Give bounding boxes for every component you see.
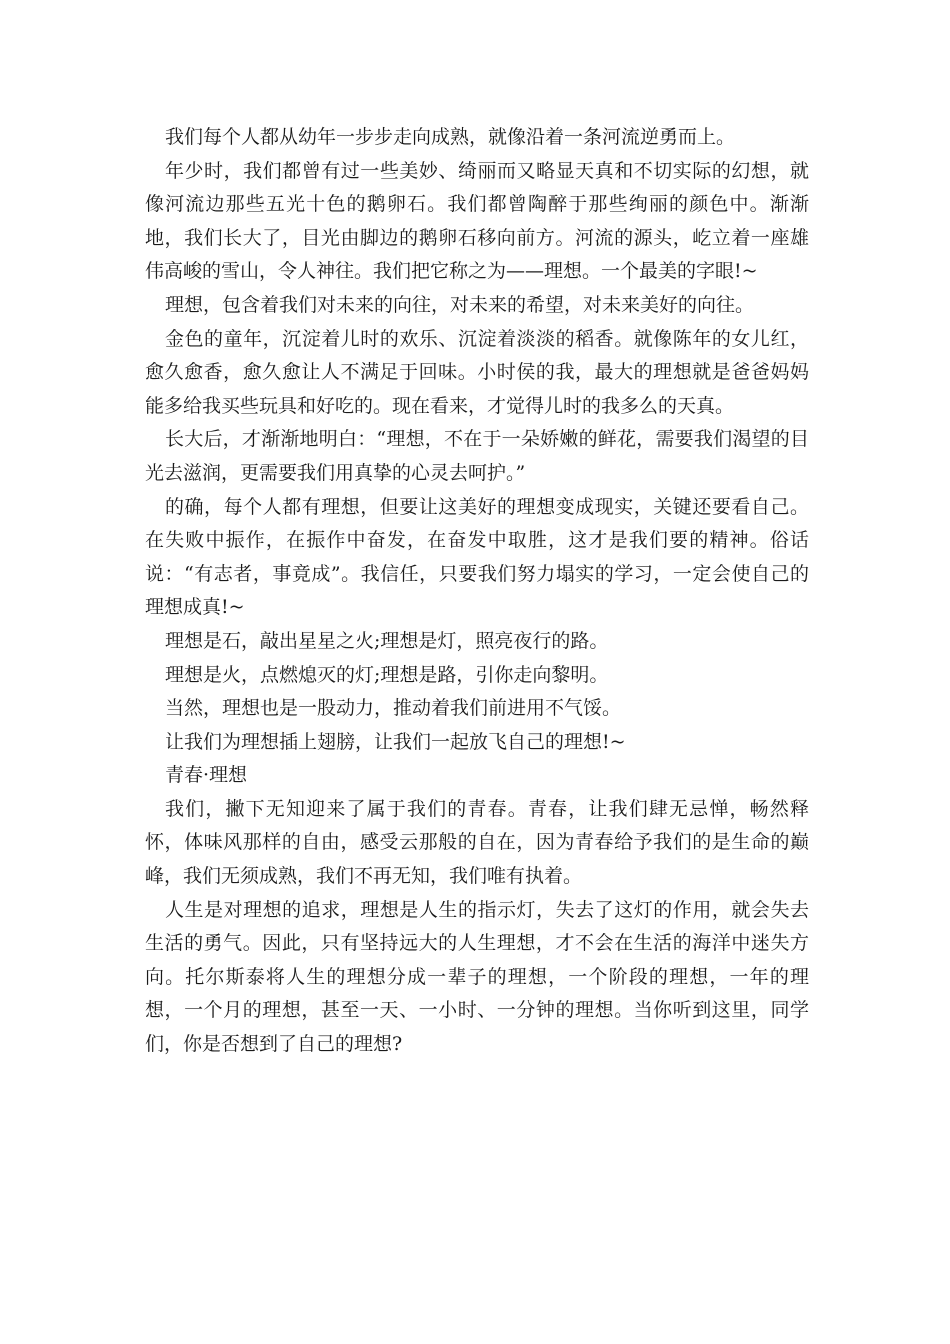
paragraph: 人生是对理想的追求，理想是人生的指示灯，失去了这灯的作用，就会失去生活的勇气。因此，只有坚持远大的人生理想，才不会在生活的海洋中迷失方向。托尔斯泰将人生的理想分成一辈子的理想，一个阶段的理想，一年的理想，一个月的理想，甚至一天、一小时、一分钟的理想。当你听到这里，同学们，你是否想到了自己的理想? [145,898,809,1056]
paragraph: 理想是火，点燃熄灭的灯;理想是路，引你走向黎明。 [165,663,609,686]
document-body [145,121,809,1062]
paragraph: 理想是石，敲出星星之火;理想是灯，照亮夜行的路。 [165,629,609,652]
paragraph: 长大后，才渐渐地明白：“理想，不在于一朵娇嫩的鲜花，需要我们渴望的目光去滋润，更需要我们用真挚的心灵去呵护。” [145,428,809,484]
section-heading: 青春·理想 [165,764,248,787]
paragraph: 金色的童年，沉淀着儿时的欢乐、沉淀着淡淡的稻香。就像陈年的女儿红，愈久愈香，愈久愈让人不满足于回味。小时侯的我，最大的理想就是爸爸妈妈能多给我买些玩具和好吃的。现在看来，才觉得儿时的我多么的天真。 [145,327,809,417]
paragraph: 我们每个人都从幼年一步步走向成熟，就像沿着一条河流逆勇而上。 [165,126,736,148]
paragraph: 我们，撇下无知迎来了属于我们的青春。青春，让我们肆无忌惮，畅然释怀，体味风那样的自由，感受云那般的自在，因为青春给予我们的是生命的巅峰，我们无须成熟，我们不再无知，我们唯有执着。 [145,797,809,888]
paragraph: 年少时，我们都曾有过一些美妙、绮丽而又略显天真和不切实际的幻想，就像河流边那些五光十色的鹅卵石。我们都曾陶醉于那些绚丽的颜色中。渐渐地，我们长大了，目光由脚边的鹅卵石移向前方。河流的源头，屹立着一座雄伟高峻的雪山，令人神往。我们把它称之为——理想。一个最美的字眼!~ [145,159,809,283]
paragraph: 让我们为理想插上翅膀，让我们一起放飞自己的理想!~ [165,730,626,753]
paragraph: 的确，每个人都有理想，但要让这美好的理想变成现实，关键还要看自己。在失败中振作，在振作中奋发，在奋发中取胜，这才是我们要的精神。俗话说：“有志者，事竟成”。我信任，只要我们努力塌实的学习，一定会使自己的理想成真!~ [145,495,809,619]
paragraph: 理想，包含着我们对未来的向往，对未来的希望，对未来美好的向往。 [165,293,755,316]
paragraph: 当然，理想也是一股动力，推动着我们前进用不气馁。 [165,697,622,720]
